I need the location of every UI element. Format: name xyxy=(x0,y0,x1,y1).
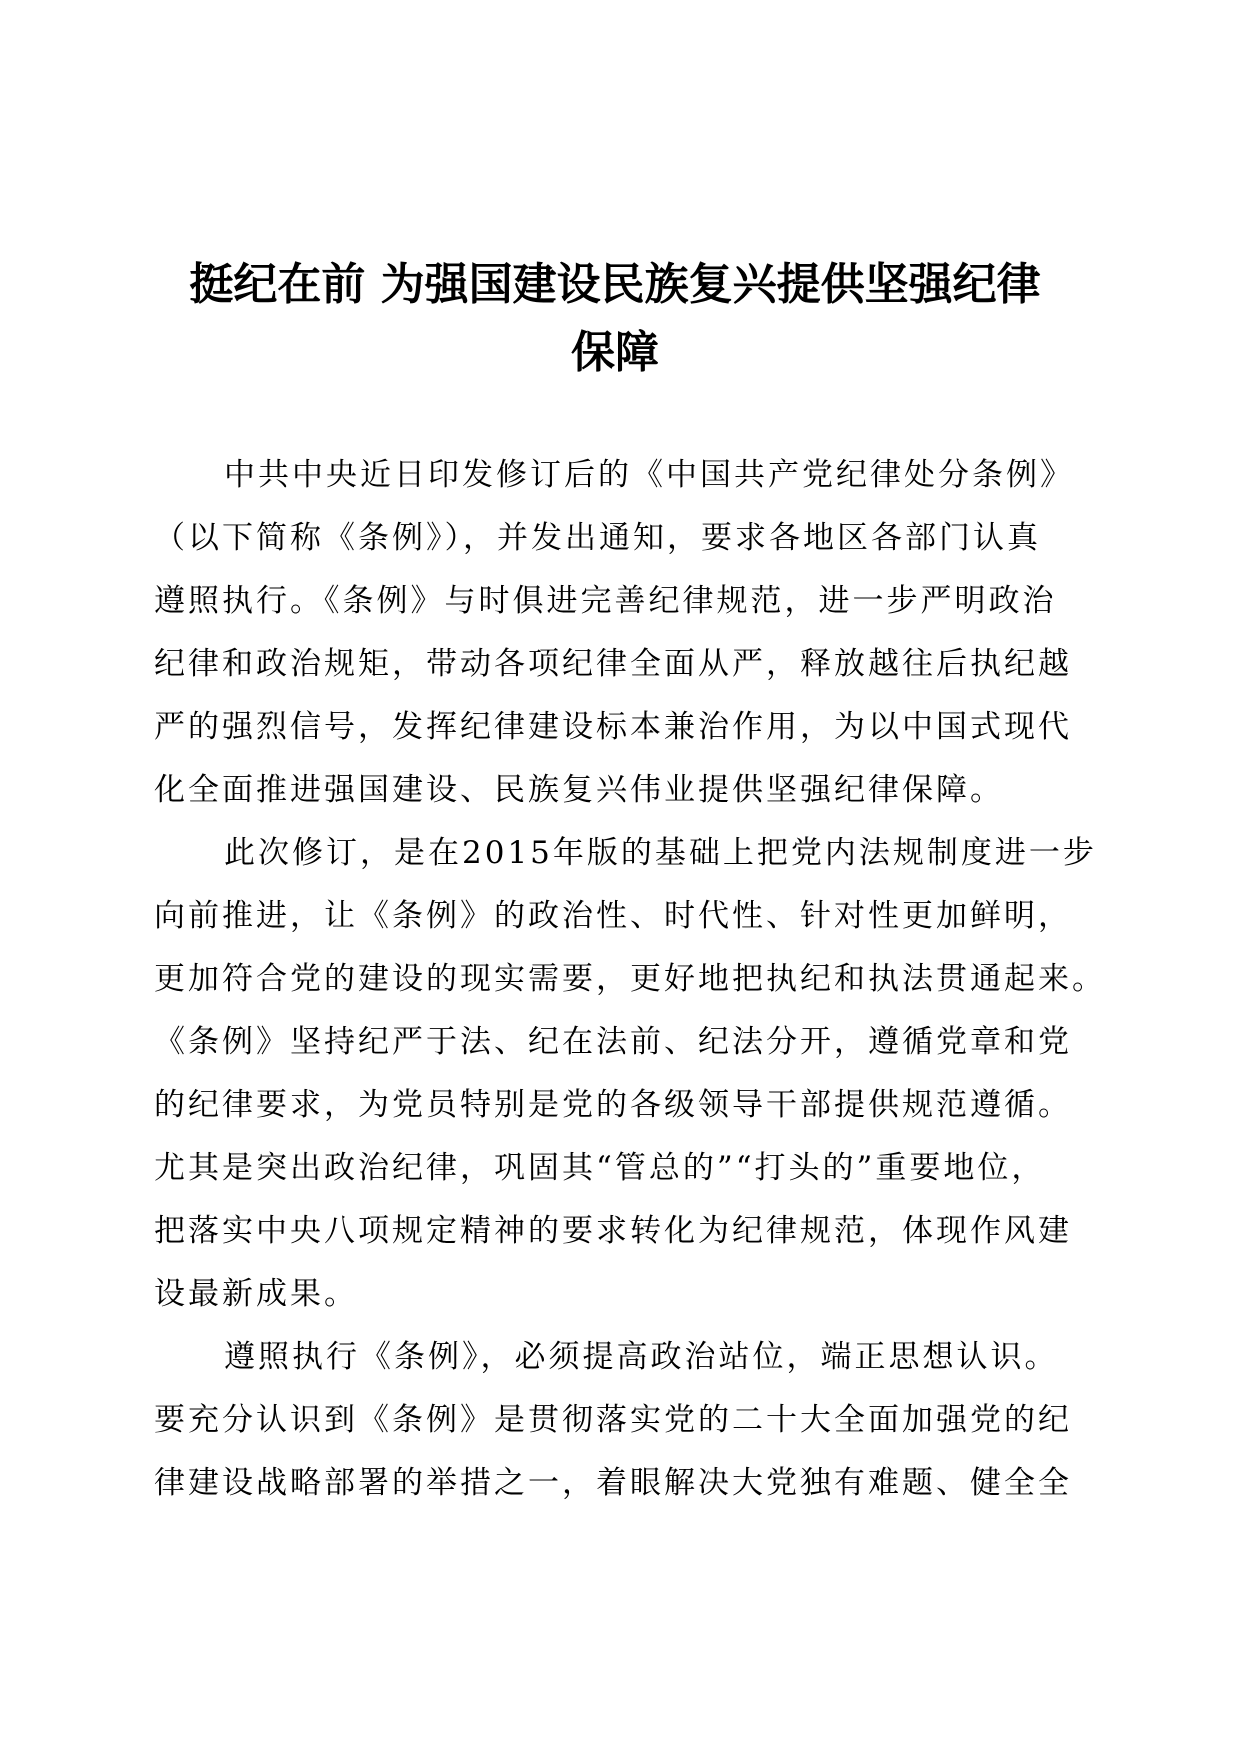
paragraph-1-line-4: 纪律和政治规矩，带动各项纪律全面从严，释放越往后执纪越 xyxy=(154,646,1072,682)
paragraph-2-line-5: 的纪律要求，为党员特别是党的各级领导干部提供规范遵循。 xyxy=(154,1087,1072,1123)
paragraph-2-line-1: 此次修订，是在2015年版的基础上把党内法规制度进一步 xyxy=(224,835,1097,871)
paragraph-2-line-7: 把落实中央八项规定精神的要求转化为纪律规范，体现作风建 xyxy=(154,1213,1072,1249)
paragraph-1-line-2: （以下简称《条例》），并发出通知，要求各地区各部门认真 xyxy=(154,520,1041,556)
paragraph-2-line-8: 设最新成果。 xyxy=(154,1276,358,1312)
document-title-line-2: 保障 xyxy=(571,327,659,378)
paragraph-3-line-3: 律建设战略部署的举措之一，着眼解决大党独有难题、健全全 xyxy=(154,1465,1072,1501)
paragraph-3-line-1: 遵照执行《条例》，必须提高政治站位，端正思想认识。 xyxy=(224,1339,1059,1375)
document-title-line-1: 挺纪在前 为强国建设民族复兴提供坚强纪律 xyxy=(189,259,1041,310)
paragraph-2-line-2: 向前推进，让《条例》的政治性、时代性、针对性更加鲜明， xyxy=(154,898,1072,934)
paragraph-2-line-4: 《条例》坚持纪严于法、纪在法前、纪法分开，遵循党章和党 xyxy=(154,1024,1072,1060)
paragraph-1-line-6: 化全面推进强国建设、民族复兴伟业提供坚强纪律保障。 xyxy=(154,772,1004,808)
paragraph-1-line-3: 遵照执行。《条例》与时俱进完善纪律规范，进一步严明政治 xyxy=(154,583,1057,619)
paragraph-2-line-6: 尤其是突出政治纪律，巩固其“管总的”“打头的”重要地位， xyxy=(154,1150,1046,1186)
paragraph-1-line-5: 严的强烈信号，发挥纪律建设标本兼治作用，为以中国式现代 xyxy=(154,709,1072,745)
paragraph-2-line-3: 更加符合党的建设的现实需要，更好地把执纪和执法贯通起来。 xyxy=(154,961,1106,997)
paragraph-3-line-2: 要充分认识到《条例》是贯彻落实党的二十大全面加强党的纪 xyxy=(154,1402,1072,1438)
paragraph-1-line-1: 中共中央近日印发修订后的《中国共产党纪律处分条例》 xyxy=(224,457,1074,493)
